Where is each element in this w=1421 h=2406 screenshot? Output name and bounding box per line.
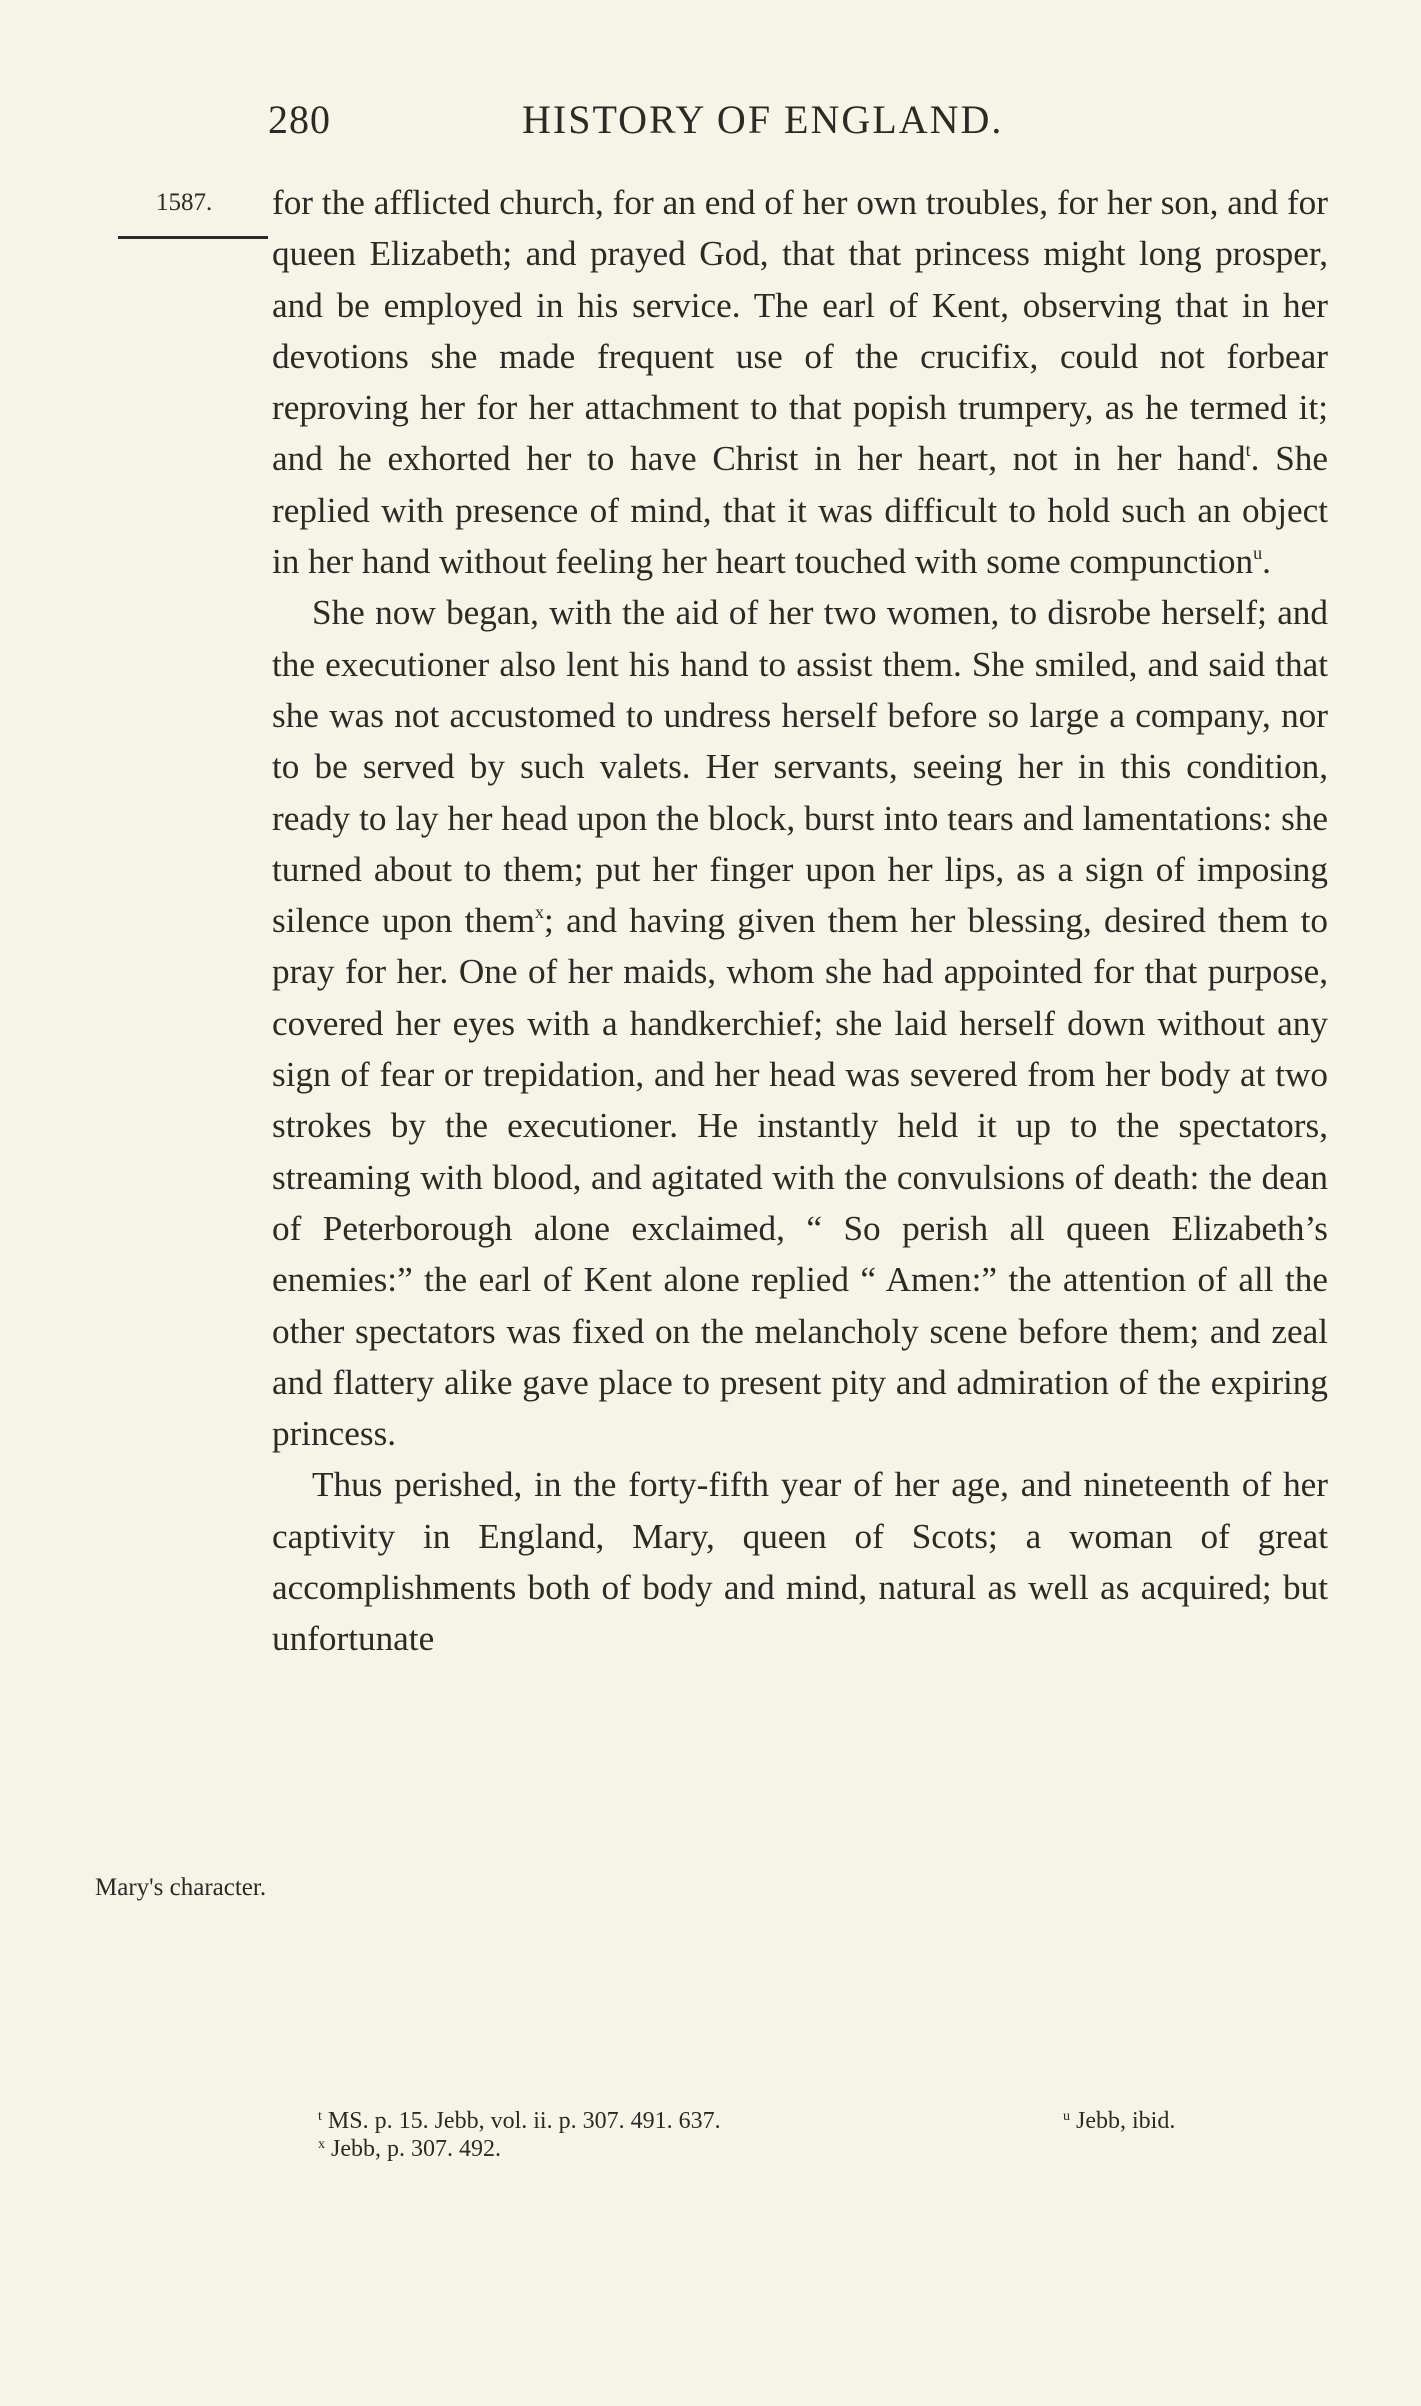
footnote-mark: t [318, 2109, 322, 2124]
footnote-ref: x [535, 902, 545, 923]
running-title: HISTORY OF ENGLAND. [522, 97, 1004, 142]
page-number: 280 [268, 97, 331, 142]
footnote-ref: u [1253, 543, 1263, 564]
footnote-ref: t [1245, 440, 1251, 461]
footnote-text: Jebb, ibid. [1076, 2108, 1176, 2134]
footnote-text: Jebb, p. 307. 492. [331, 2136, 501, 2162]
text-run: Thus perished, in the forty-fifth year of her age, and nineteenth of her captivity in England, Mary, queen of Scots; a woman of great accomplishments both of body and mind, natural as well as acquired; but unfortunate [272, 1465, 1328, 1659]
running-header [268, 96, 1098, 156]
footnote-text: MS. p. 15. Jebb, vol. ii. p. 307. 491. 637. [327, 2108, 721, 2134]
margin-rule [118, 236, 268, 239]
text-run: ; and having given them her blessing, desired them to pray for her. One of her maids, whom she had appointed for that purpose, covered her eyes with a handkerchief; she laid herself down without any sign of fear or trepidation, and her head was severed from her body at two strokes by the executioner. He instantly held it up to the spectators, streaming with blood, and agitated with the convulsions of death: the dean of Peterborough alone exclaimed, “ So perish all queen Elizabeth’s enemies:” the earl of Kent alone replied “ Amen:” the attention of all the other spectators was fixed on the melancholy scene before them; and zeal and flattery alike gave place to present pity and admiration of the expiring princess. [272, 901, 1328, 1454]
footnote-row [318, 2103, 1278, 2134]
footnotes [318, 2103, 1278, 2162]
paragraph [272, 1459, 1328, 1664]
footnote-mark: x [318, 2137, 325, 2152]
footnote-x [318, 2136, 501, 2162]
margin-year: 1587. [156, 189, 213, 216]
text-run: for the afflicted church, for an end of her own troubles, for her son, and for queen Elizabeth; and prayed God, that that princess might long prosper, and be employed in his service. The earl of Kent, observing that in her devotions she made frequent use of the crucifix, could not forbear reproving her for her attachment to that popish trumpery, as he termed it; and he exhorted her to have Christ in her heart, not in her hand [272, 183, 1328, 479]
paragraph [272, 177, 1328, 587]
footnote-mark: u [1063, 2109, 1070, 2124]
margin-sidenote: Mary's character. [95, 1874, 267, 1901]
text-run: . She replied with presence of mind, that it was difficult to hold such an object in her hand without feeling her heart touched with some compunction [272, 439, 1328, 582]
body-text [272, 177, 1328, 1665]
text-run: She now began, with the aid of her two women, to disrobe herself; and the executioner also lent his hand to assist them. She smiled, and said that she was not accustomed to undress herself before so large a company, nor to be served by such valets. Her servants, seeing her in this condition, ready to lay her head upon the block, burst into tears and lamentations: she turned about to them; put her finger upon her lips, as a sign of imposing silence upon them [272, 593, 1328, 941]
footnote-row [318, 2131, 1278, 2162]
text-run: . [1262, 542, 1271, 582]
paragraph [272, 587, 1328, 1459]
